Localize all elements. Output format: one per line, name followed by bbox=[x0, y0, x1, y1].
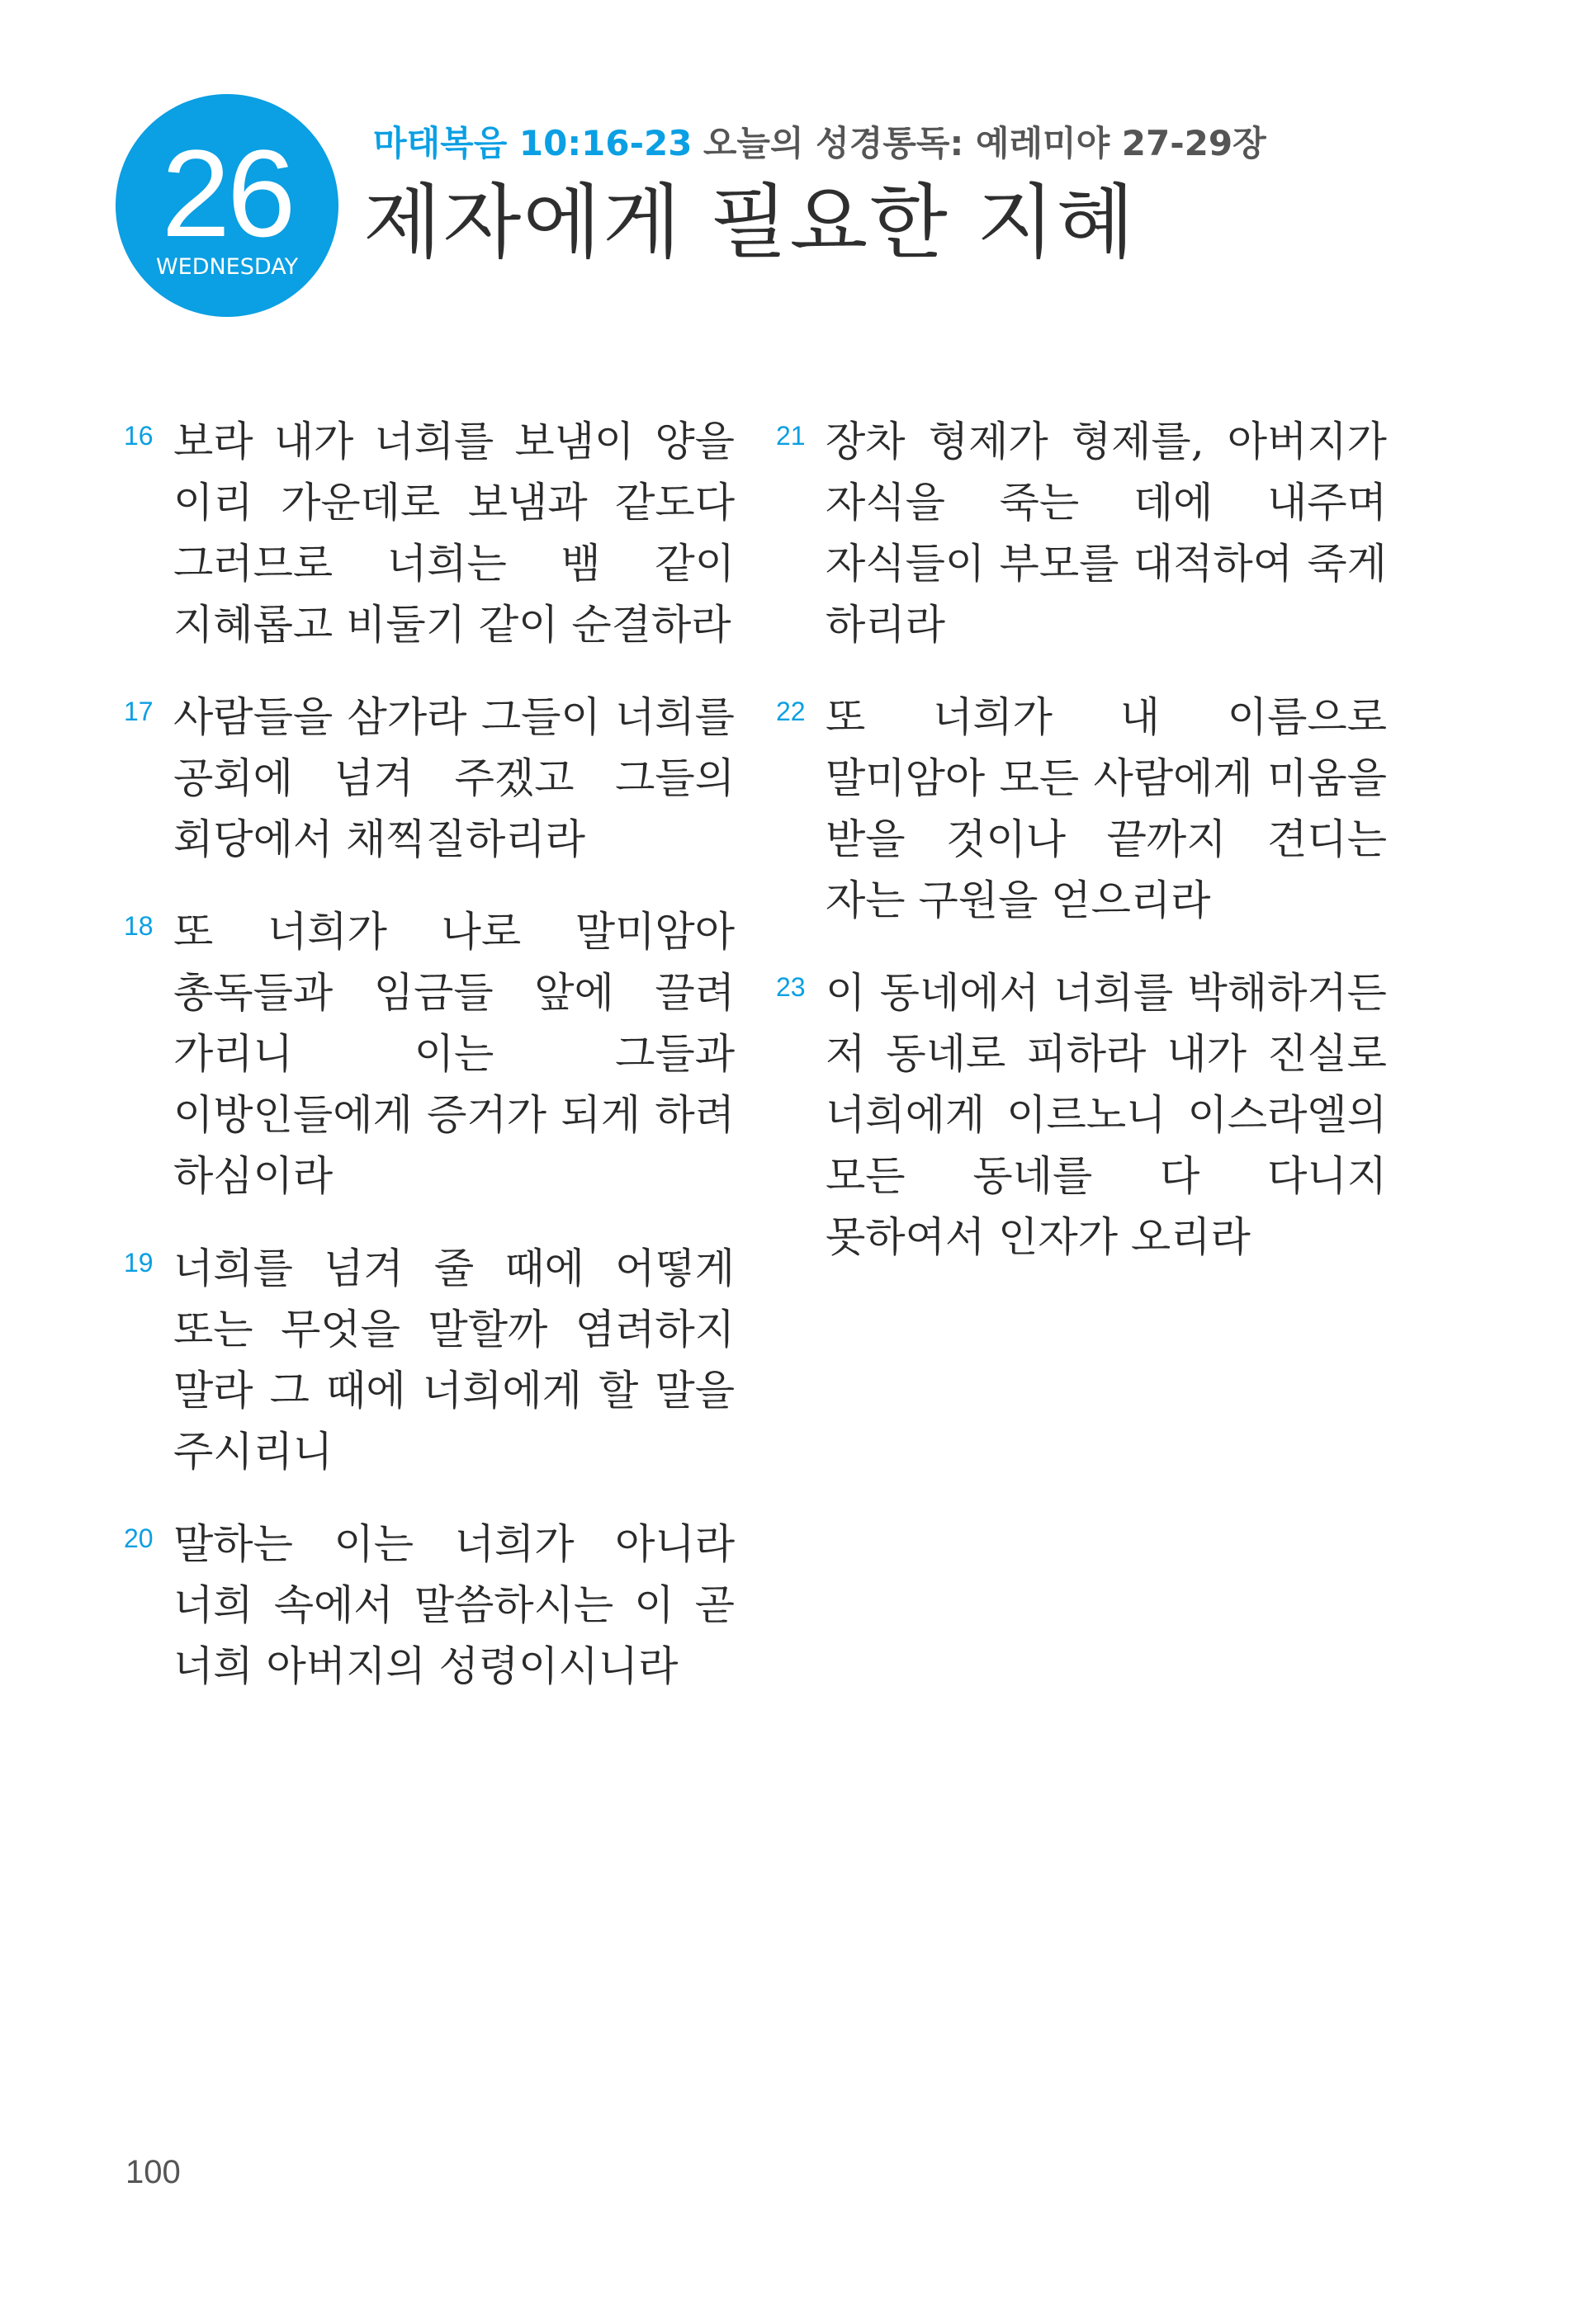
verse-number: 23 bbox=[776, 972, 806, 1002]
passage-reference: 마태복음 10:16-23 bbox=[373, 123, 693, 163]
verse-number: 19 bbox=[124, 1248, 154, 1278]
left-column bbox=[124, 411, 735, 1728]
verse-text: 또 너희가 내 이름으로 말미암아 모든 사람에게 미움을 받을 것이나 끝까지 견디는 자는 구원을 얻으리라 bbox=[826, 693, 1387, 924]
verse bbox=[776, 962, 1387, 1268]
verse-number: 17 bbox=[124, 697, 154, 726]
verse-text: 이 동네에서 너희를 박해하거든 저 동네로 피하라 내가 진실로 너희에게 이르노니 이스라엘의 모든 동네를 다 다니지 못하여서 인자가 오리라 bbox=[826, 969, 1387, 1261]
verse bbox=[124, 411, 735, 655]
verse-text: 또 너희가 나로 말미암아 총독들과 임금들 앞에 끌려 가리니 이는 그들과 이방인들에게 증거가 되게 하려 하심이라 bbox=[173, 908, 735, 1200]
page-number: 100 bbox=[125, 2154, 181, 2190]
verse bbox=[124, 687, 735, 870]
verse-number: 20 bbox=[124, 1523, 154, 1553]
day-number: 26 bbox=[161, 124, 293, 262]
verse-text: 장차 형제가 형제를, 아버지가 자식을 죽는 데에 내주며 자식들이 부모를 대적하여 죽게 하리라 bbox=[826, 418, 1387, 649]
right-column bbox=[776, 411, 1387, 1299]
verse-number: 16 bbox=[124, 421, 154, 451]
verse bbox=[124, 1514, 735, 1697]
reference-line bbox=[373, 122, 1266, 165]
verse-text: 사람들을 삼가라 그들이 너희를 공회에 넘겨 주겠고 그들의 회당에서 채찍질하리라 bbox=[173, 693, 735, 863]
verse-number: 18 bbox=[124, 911, 154, 941]
day-weekday: WEDNESDAY bbox=[155, 254, 299, 280]
verse bbox=[776, 687, 1387, 931]
day-badge bbox=[116, 94, 338, 317]
verse-number: 21 bbox=[776, 421, 806, 451]
verse-text: 말하는 이는 너희가 아니라 너희 속에서 말씀하시는 이 곧 너희 아버지의 성령이시니라 bbox=[173, 1520, 735, 1690]
reading-plan: 오늘의 성경통독: 예레미야 27-29장 bbox=[703, 123, 1266, 163]
verse bbox=[776, 411, 1387, 655]
verse bbox=[124, 1238, 735, 1482]
verse bbox=[124, 901, 735, 1207]
verse-text: 너희를 넘겨 줄 때에 어떻게 또는 무엇을 말할까 염려하지 말라 그 때에 너희에게 할 말을 주시리니 bbox=[173, 1245, 735, 1476]
verse-text: 보라 내가 너희를 보냄이 양을 이리 가운데로 보냄과 같도다 그러므로 너희는 뱀 같이 지혜롭고 비둘기 같이 순결하라 bbox=[173, 418, 735, 649]
verse-number: 22 bbox=[776, 697, 806, 726]
page-title: 제자에게 필요한 지혜 bbox=[363, 176, 1137, 270]
